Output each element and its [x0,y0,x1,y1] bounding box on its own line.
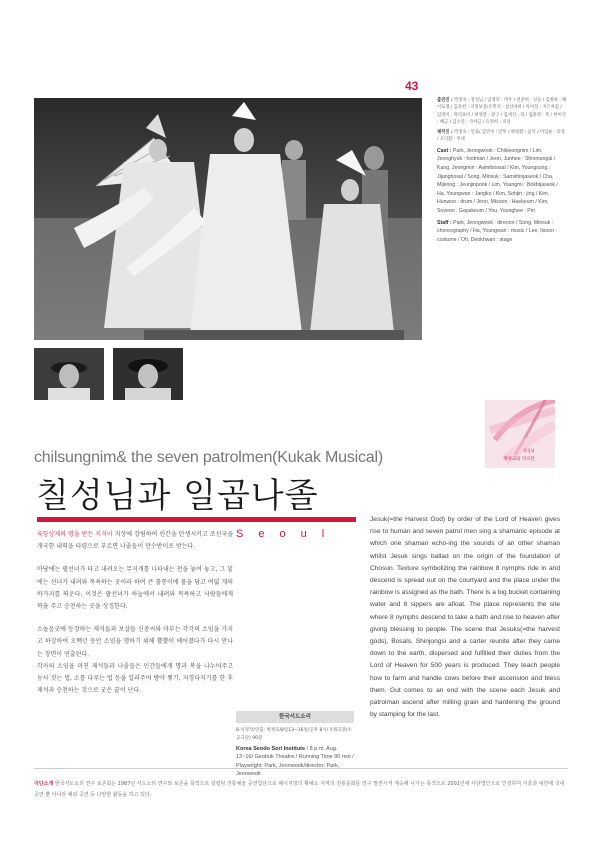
cast-ko-text: 박정욱 : 칠성님 / 임정혁 : 머우 / 전준희 : 신동 / 김병하 : 해이로생 / 김옥현 : 지형보살/조민석 : 삼신바위 / 차미정 : 지은차짐 / 임영미 : 목덕초비 / 허영란 : 장구 / 김세진 : 징 / 김훈영 : 북 / 한미선 : 해금 / 김소연 : 가야금 / 유영희 : 피리 [437,98,567,125]
info-english-details: / 8 p.m. Aug. 13~16/ Geobuk Theatre / Running Time 90 min / Playwright: Park, Jeonwook/director: Park, Jeonwook [236,746,354,778]
korean-paragraph-4: 각자의 소임을 마친 제석들과 나졸들은 인간들에게 명과 복을 나누어주고 농사 짓는 법, 소를 다루는 법 등을 일러주며 방아 찧기, 지경다지기를 한 후 제석과 승천하는 것으로 굿은 끝이 난다. [37,662,233,695]
korean-body [37,529,233,708]
staff-en [437,219,567,245]
info-english [236,745,354,779]
company-intro [34,779,568,801]
cast-ko [437,97,567,126]
cast-ko-label: 출연진 : [437,98,453,103]
company-intro-text: 한국서도소리 연구 보존회는 1987년 서도소리 연구와 보존을 목적으로 설립된 전통예술 공연집단으로 해서지방의 황해도 지역의 전통문화를 연구 발전시켜 계승해 나가는 목적으로 2001년에 사단법인으로 인정하여 서울과 대한에 국내공연 뿐 아니라 해외 공연 등 다양한 활동을 하고 있다. [34,781,565,798]
info-company-name: Korea Seodo Sori Institute [236,746,306,752]
performance-photo [34,98,422,340]
city-label: Seoul [236,528,340,540]
credits-column [437,97,567,247]
company-intro-label: 극단소개 [34,781,54,787]
title-english: chilsungnim& the seven patrolmen(Kukak Musical) [34,449,383,466]
red-divider [37,517,356,522]
staff-en-text: Park, Jeongwook : director / Song, Minsuk : choreography / Ha, Youngwan : music / Lee, Iisoon : costume / Oh, Deokhwan : stage [437,219,557,243]
korean-paragraph-3: 소놀음굿에 등장하는 제석들과 보살들 신중씨와 마부는 각각의 소임을 가지고 하강하여 오백년 동안 소임을 행하기 위해 뿔뿔이 헤어졌다가 다시 만나는 장면이 연출된다. [37,626,233,658]
korean-paragraph [37,529,233,553]
staff-ko [437,129,567,144]
staff-en-label: Staff : [437,219,452,226]
deco-caption-1: 칠성님 [523,448,535,453]
cast-en-label: Cast : [437,147,452,154]
korean-paragraph-1: 지상에 강림하여 인간을 탄생시키고 조선국을 개국한 내력을 타령으로 부르면 나졸들이 만수받이로 받는다. [37,531,233,551]
korean-lead-highlight: 육항상제의 명을 받든 저석이 [37,531,113,538]
page-number: 43 [405,79,419,93]
english-body: Jesuk(=the Harvest God) by order of the Lord of Heaven gives rise to human and seven patrol men sing a shamanic episode at which one shaman echo-ing the sounds of an other shaman whilst Jesuk sings ballad on the origin of the foundation of Chosun. Texture symbolizing the rainbow 8 nymphs ride in and descend is spread out on the courtyard and the place under the rainbow is assigned as the bath. There is a big bucket containing water and 8 sippers are afloat. The place represents the site where 8 nymphs descend to take a bath and rise to heaven after giving blessing to people. The scene that Jesuks(=the harvest gods), Bosals, Shinjongsi and a carter reunite after they came down to the earth, dispersed and fulfilled their duties from the Lord of Heaven for 500 years is produced. They teach people how to farm and handle cows before their ascension and bless them. Gut comes to an end with the scene each Jesuk and patrolman ascend after milling grain and hardening the ground by stamping for the last. [370,516,560,719]
footer-divider [34,768,568,769]
performer-thumbnail [34,348,104,400]
deco-caption-2: 계양교와 악극단 [503,457,535,462]
staff-ko-text: 박정욱 : 연출/ 김민수 : 안무 / 하영환 : 음악 / 이임순 : 의상 / 오덕환 : 무대 [437,130,565,143]
decorative-artwork [485,400,555,468]
info-heading: 한국서도소리 [236,711,354,723]
cast-en [437,147,567,216]
korean-paragraph-2: 마당에는 펼선녀가 타고 내려오는 무지개를 나타내는 천을 놓여 놓고, 그 밑에는 선녀가 내려와 목욕하는 곳이라 하여 큰 물통이에 물을 담고 여덟 개의 바가지를 띄운다. 이것은 팔선녀가 하늘에서 내려와 목욕하고 사람들에게 복을 주고 승천하는 곳을 상징한다. [37,566,233,611]
performer-thumbnail [113,348,183,400]
title-korean: 칠성님과 일곱나졸 [36,476,319,516]
info-korean: 8.석경작/연출: 박정욱/8일13~16일/공후 8시/거제극장(소공극단) 90분 [236,728,352,741]
cast-en-text: Park, Jeongwook : Chilseongnim / Lim, Jeonghyuk : footman / Jeon, Junhee : Shinmungal / Kang, Jeongmin : Aamiboosal / Kim, Youngsung : Jijangbosal / Song, Minsuk : Samshinjaseok / Cha, Mijeong : Jeunjinpook / Lim, Youngmi : Bokbijaseok / Ha, Youngwan : Jangko / Kim, Sohjin : jing / Kim, Hunwoo : drum / Jeon, Misoon : Haekeum / Kim, Soyeon : Gayakeum / You, Younghee : Piri [437,147,558,214]
staff-ko-label: 제작진 : [437,130,453,136]
